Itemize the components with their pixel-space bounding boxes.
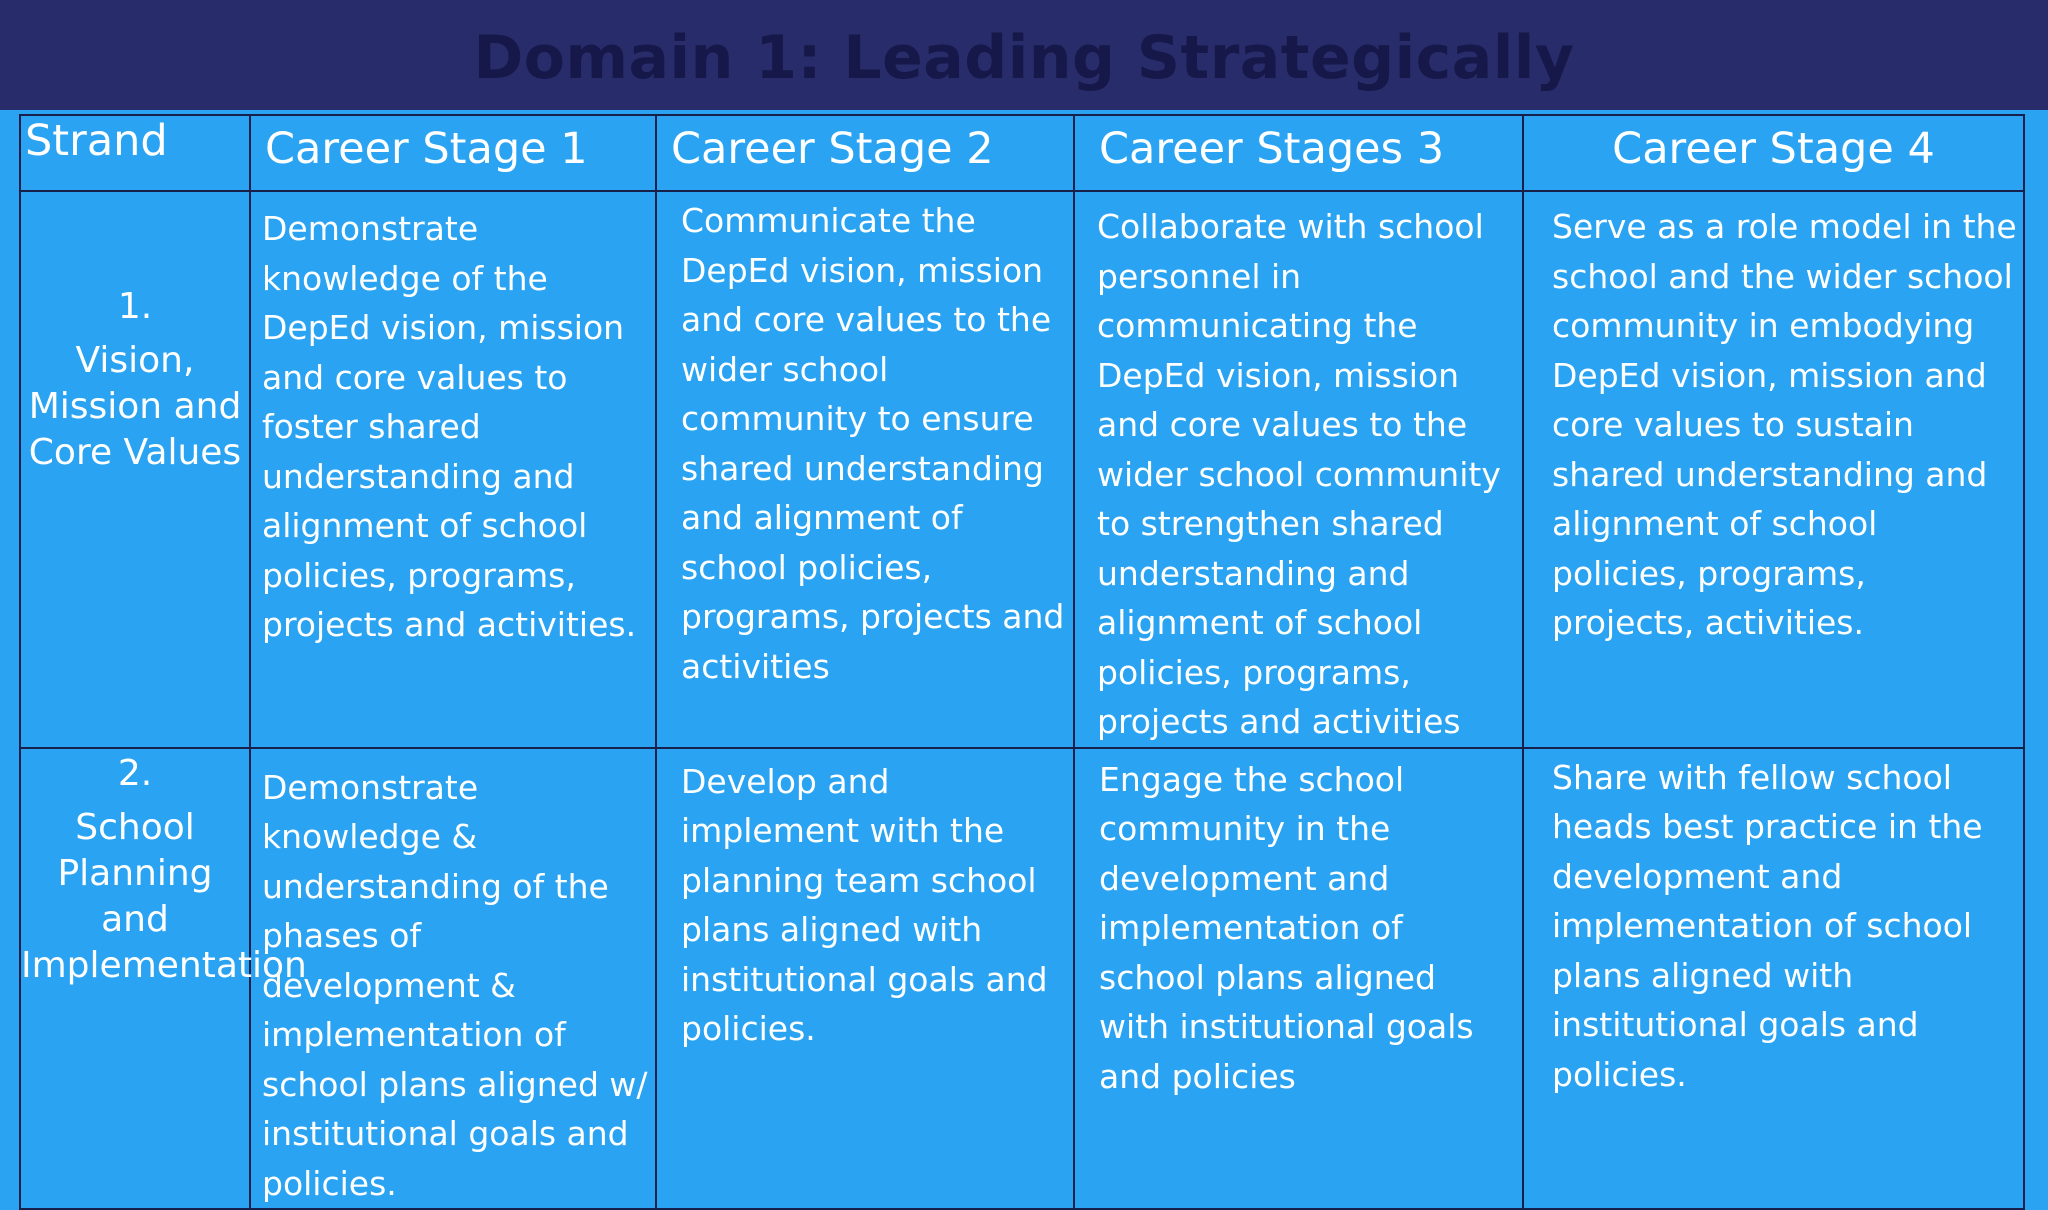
competency-table xyxy=(19,114,2025,1210)
stage-3-cell: Engage the school community in the development and implementation of school plans aligned with institutional goals and policies xyxy=(1074,748,1523,1210)
header-career-stage-4: Career Stage 4 xyxy=(1523,115,2024,191)
strand-cell xyxy=(20,748,307,1210)
page-title: Domain 1: Leading Strategically xyxy=(473,23,1575,93)
header-career-stage-2: Career Stage 2 xyxy=(656,115,1074,191)
stage-4-cell: Share with fellow school heads best practice in the development and implementation of school plans aligned with institutional goals and policies. xyxy=(1523,748,2024,1210)
table-header-row xyxy=(20,115,2024,191)
header-career-stage-3: Career Stages 3 xyxy=(1074,115,1523,191)
header-career-stage-1: Career Stage 1 xyxy=(250,115,656,191)
stage-1-cell: Demonstrate knowledge & understanding of the phases of development & implementation of school plans aligned w/ institutional goals and policies. xyxy=(250,748,656,1210)
strand-number: 1. xyxy=(117,286,153,327)
competency-table-container xyxy=(19,114,2023,1203)
strand-cell xyxy=(20,191,250,748)
table-row xyxy=(20,748,2024,1210)
stage-4-cell: Serve as a role model in the school and the wider school community in embodying DepEd vision, mission and core values to sustain shared understanding and alignment of school policies, programs, projects, activities. xyxy=(1523,191,2024,748)
table-row xyxy=(20,191,2024,748)
strand-number: 2. xyxy=(117,752,153,794)
stage-2-cell: Develop and implement with the planning team school plans aligned with institutional goals and policies. xyxy=(656,748,1074,1210)
strand-name: Vision, Mission and Core Values xyxy=(28,340,242,473)
stage-1-cell: Demonstrate knowledge of the DepEd vision, mission and core values to foster shared understanding and alignment of school policies, programs, projects and activities. xyxy=(250,191,656,748)
stage-3-cell: Collaborate with school personnel in communicating the DepEd vision, mission and core values to the wider school community to strengthen shared understanding and alignment of school policies, programs, projects and activities xyxy=(1074,191,1523,748)
stage-2-cell: Communicate the DepEd vision, mission and core values to the wider school community to ensure shared understanding and alignment of school policies, programs, projects and activities xyxy=(656,191,1074,748)
title-banner xyxy=(0,0,2048,110)
header-strand: Strand xyxy=(20,115,250,191)
strand-name: School Planning and Implementation xyxy=(21,806,307,986)
